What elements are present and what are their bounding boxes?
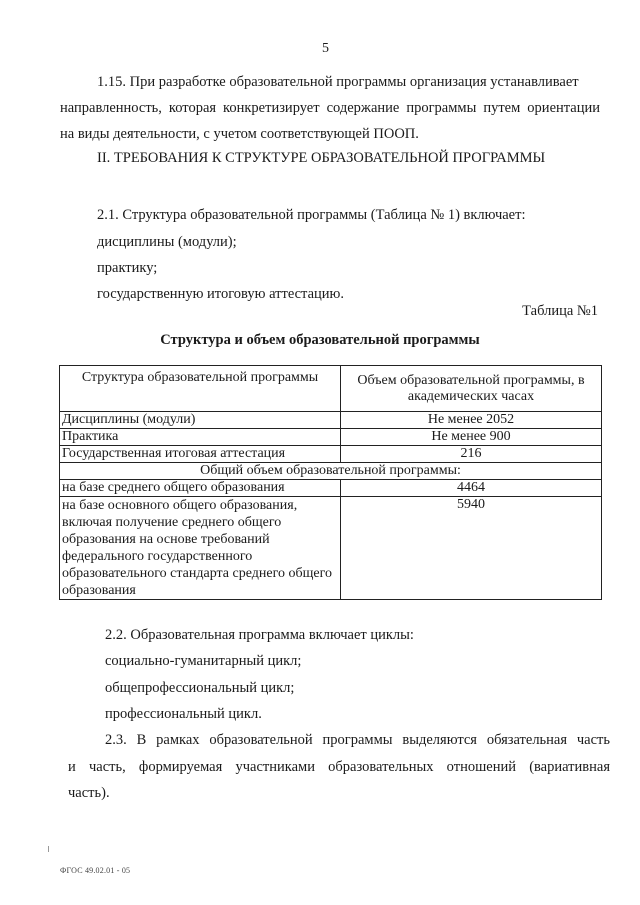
list-item: практику; (97, 260, 158, 276)
structure-table (59, 365, 602, 600)
paragraph-2-3-line-2: и часть, формируемая участниками образовательных отношений (вариативная (68, 759, 610, 775)
table-cell-label: на базе среднего общего образования (60, 480, 341, 497)
table-cell-value: Не менее 2052 (341, 412, 602, 429)
table-total-row (60, 463, 602, 480)
table-cell-value: 4464 (341, 480, 602, 497)
table-row (60, 429, 602, 446)
table-row (60, 480, 602, 497)
paragraph-2-3-line-1: 2.3. В рамках образовательной программы выделяются обязательная часть (105, 732, 610, 748)
table-row (60, 497, 602, 600)
section-title: II. ТРЕБОВАНИЯ К СТРУКТУРЕ ОБРАЗОВАТЕЛЬНОЙ ПРОГРАММЫ (97, 150, 546, 166)
list-item: социально-гуманитарный цикл; (105, 653, 302, 669)
footer-code: ФГОС 49.02.01 - 05 (60, 866, 131, 875)
table-total-label: Общий объем образовательной программы: (60, 463, 602, 480)
list-item: дисциплины (модули); (97, 234, 237, 250)
table-cell-label: Практика (60, 429, 341, 446)
table-row (60, 412, 602, 429)
table-row (60, 446, 602, 463)
table-header-row (60, 366, 602, 412)
table-header-volume: Объем образовательной программы, в академических часах (341, 366, 602, 412)
paragraph-1-15-line-3: на виды деятельности, с учетом соответствующей ПООП. (60, 126, 419, 142)
scan-mark (48, 846, 49, 852)
paragraph-2-1-intro: 2.1. Структура образовательной программы (Таблица № 1) включает: (97, 207, 526, 223)
paragraph-1-15-line-2: направленность, которая конкретизирует содержание программы путем ориентации (60, 100, 600, 116)
paragraph-2-3-line-3: часть). (68, 785, 110, 801)
table-cell-label: Дисциплины (модули) (60, 412, 341, 429)
page-number: 5 (322, 41, 329, 56)
paragraph-2-2-intro: 2.2. Образовательная программа включает циклы: (105, 627, 414, 643)
table-cell-label: Государственная итоговая аттестация (60, 446, 341, 463)
table-caption: Таблица №1 (522, 303, 598, 319)
list-item: общепрофессиональный цикл; (105, 680, 295, 696)
table-cell-value: Не менее 900 (341, 429, 602, 446)
paragraph-1-15-line-1: 1.15. При разработке образовательной программы организация устанавливает (97, 74, 579, 90)
list-item: профессиональный цикл. (105, 706, 262, 722)
table-cell-value: 5940 (341, 497, 602, 600)
table-cell-label: на базе основного общего образования, включая получение среднего общего образования на основе требований федерального государственного образовательного стандарта среднего общего образования (60, 497, 341, 600)
table-title: Структура и объем образовательной программы (160, 332, 480, 348)
table-cell-value: 216 (341, 446, 602, 463)
list-item: государственную итоговую аттестацию. (97, 286, 344, 302)
table-header-structure: Структура образовательной программы (60, 366, 341, 412)
